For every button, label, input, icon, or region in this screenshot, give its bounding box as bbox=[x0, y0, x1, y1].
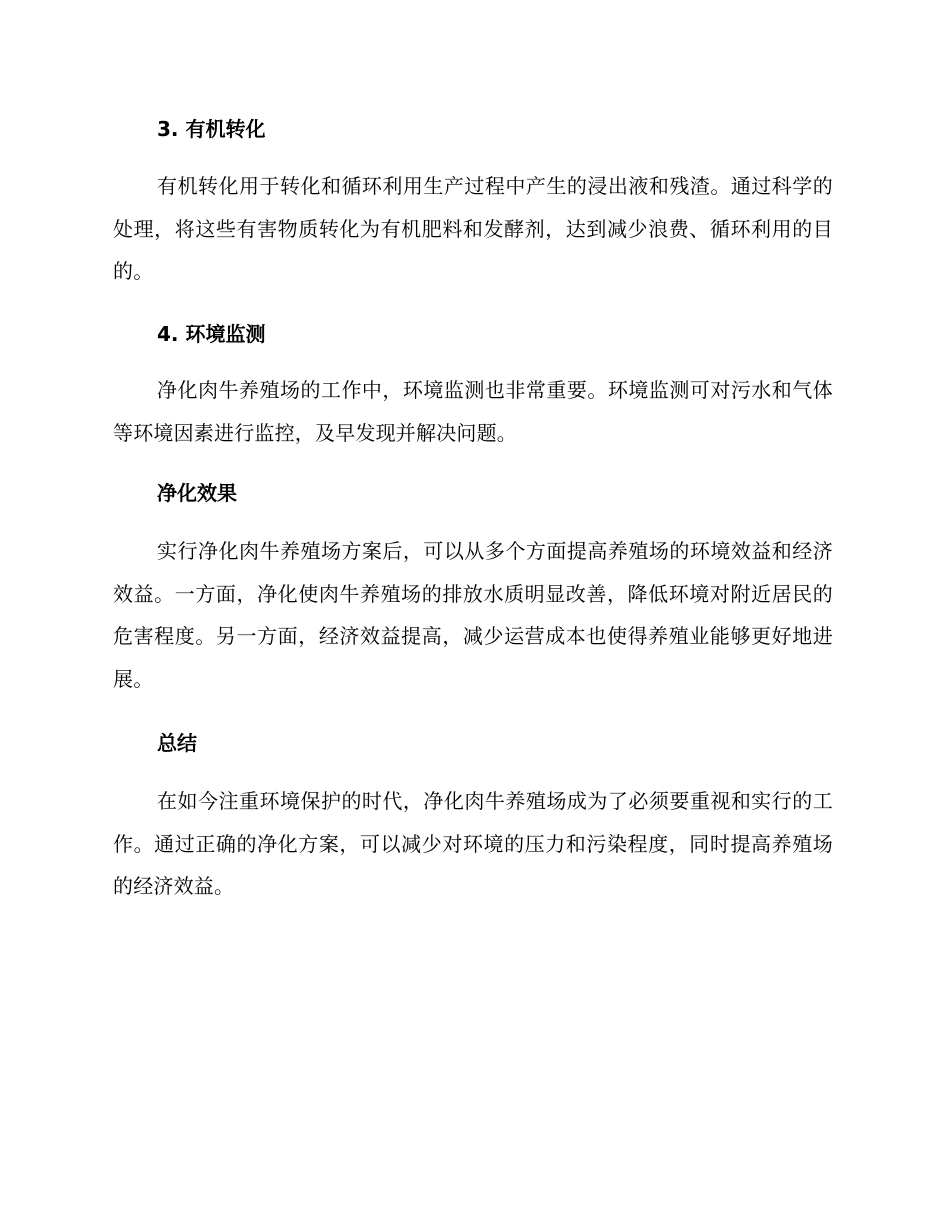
section-heading-summary: 总结 bbox=[157, 731, 197, 755]
section-heading-purification-effect: 净化效果 bbox=[157, 481, 237, 505]
paragraph-organic-conversion: 有机转化用于转化和循环利用生产过程中产生的浸出液和残渣。通过科学的处理，将这些有害物质转化为有机肥料和发酵剂，达到减少浪费、循环利用的目的。 bbox=[113, 174, 833, 283]
section-heading-environment-monitoring: 4. 环境监测 bbox=[157, 322, 266, 346]
section-heading-organic-conversion: 3. 有机转化 bbox=[157, 117, 266, 141]
paragraph-environment-monitoring: 净化肉牛养殖场的工作中，环境监测也非常重要。环境监测可对污水和气体等环境因素进行监控，及早发现并解决问题。 bbox=[113, 378, 833, 445]
paragraph-summary: 在如今注重环境保护的时代，净化肉牛养殖场成为了必须要重视和实行的工作。通过正确的净化方案，可以减少对环境的压力和污染程度，同时提高养殖场的经济效益。 bbox=[113, 789, 833, 898]
paragraph-purification-effect: 实行净化肉牛养殖场方案后，可以从多个方面提高养殖场的环境效益和经济效益。一方面，净化使肉牛养殖场的排放水质明显改善，降低环境对附近居民的危害程度。另一方面，经济效益提高，减少运营成本也使得养殖业能够更好地进展。 bbox=[113, 539, 833, 691]
